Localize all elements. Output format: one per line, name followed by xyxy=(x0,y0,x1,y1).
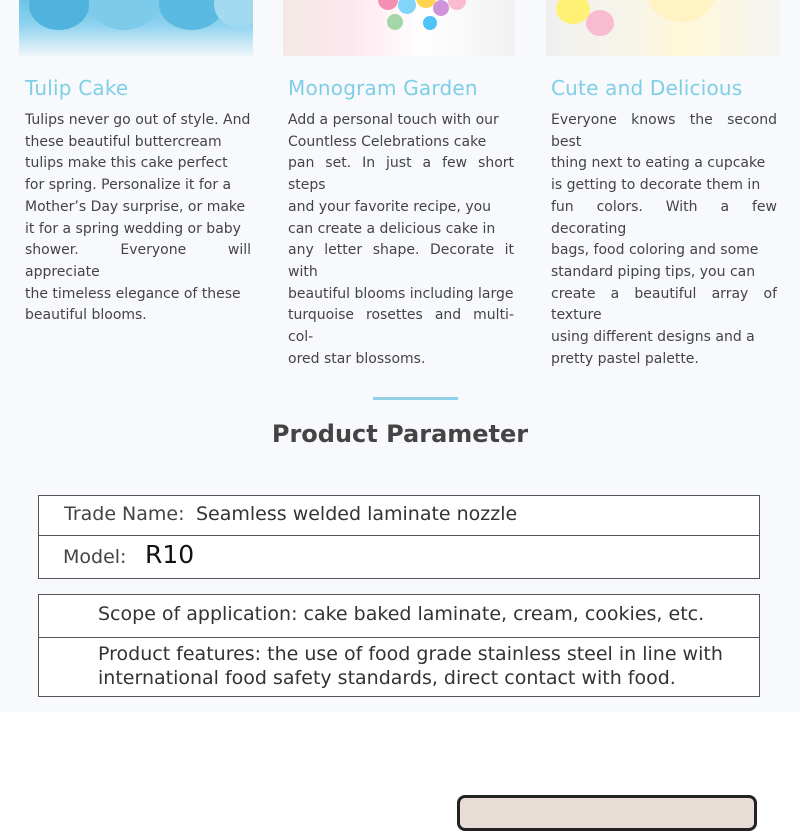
cute-and-delicious-description: Everyone knows the second best thing next to eating a cupcake is getting to decorate them in fun colors. With a few decorating bags, food coloring and some standard piping tips, you can create a beautiful array of texture using different designs and a pretty pastel palette. xyxy=(551,112,777,367)
section-title: Product Parameter xyxy=(271,420,529,448)
monogram-cake-image xyxy=(283,0,515,56)
scope-row xyxy=(39,595,759,638)
scope-text: Scope of application: cake baked laminate, cream, cookies, etc. xyxy=(98,603,705,625)
tulip-cake-title: Tulip Cake xyxy=(25,76,129,100)
trade-name-value: Seamless welded laminate nozzle xyxy=(196,503,518,525)
cute-and-delicious-title: Cute and Delicious xyxy=(551,76,743,100)
trade-name-row xyxy=(39,496,759,536)
parameter-table xyxy=(38,495,760,579)
model-row xyxy=(39,536,759,578)
application-table xyxy=(38,594,760,697)
section-divider xyxy=(373,397,458,400)
monogram-garden-title: Monogram Garden xyxy=(288,76,478,100)
tulip-cake-description: Tulips never go out of style. And these beautiful buttercream tulips make this cake perfect for spring. Personalize it for a Mother’s Day surprise, or make it for a spring wedding or baby shower. Everyone will appreciate the timeless elegance of these beautiful blooms. xyxy=(25,112,251,324)
trade-name-label: Trade Name: xyxy=(64,503,185,525)
model-label: Model: xyxy=(63,546,127,568)
model-value: R10 xyxy=(145,540,195,569)
monogram-garden-description: Add a personal touch with our Countless Celebrations cake pan set. In just a few short steps and your favorite recipe, you can create a delicious cake in any letter shape. Decorate it with beautiful blooms including large turquoise rosettes and multi-col- ored star blossoms. xyxy=(288,112,514,367)
next-image-frame xyxy=(457,795,757,831)
features-row xyxy=(39,638,759,696)
tulip-cake-image xyxy=(19,0,253,56)
features-text: Product features: the use of food grade stainless steel in line with international food safety standards, direct contact with food. xyxy=(98,643,723,689)
cupcake-image xyxy=(546,0,780,56)
